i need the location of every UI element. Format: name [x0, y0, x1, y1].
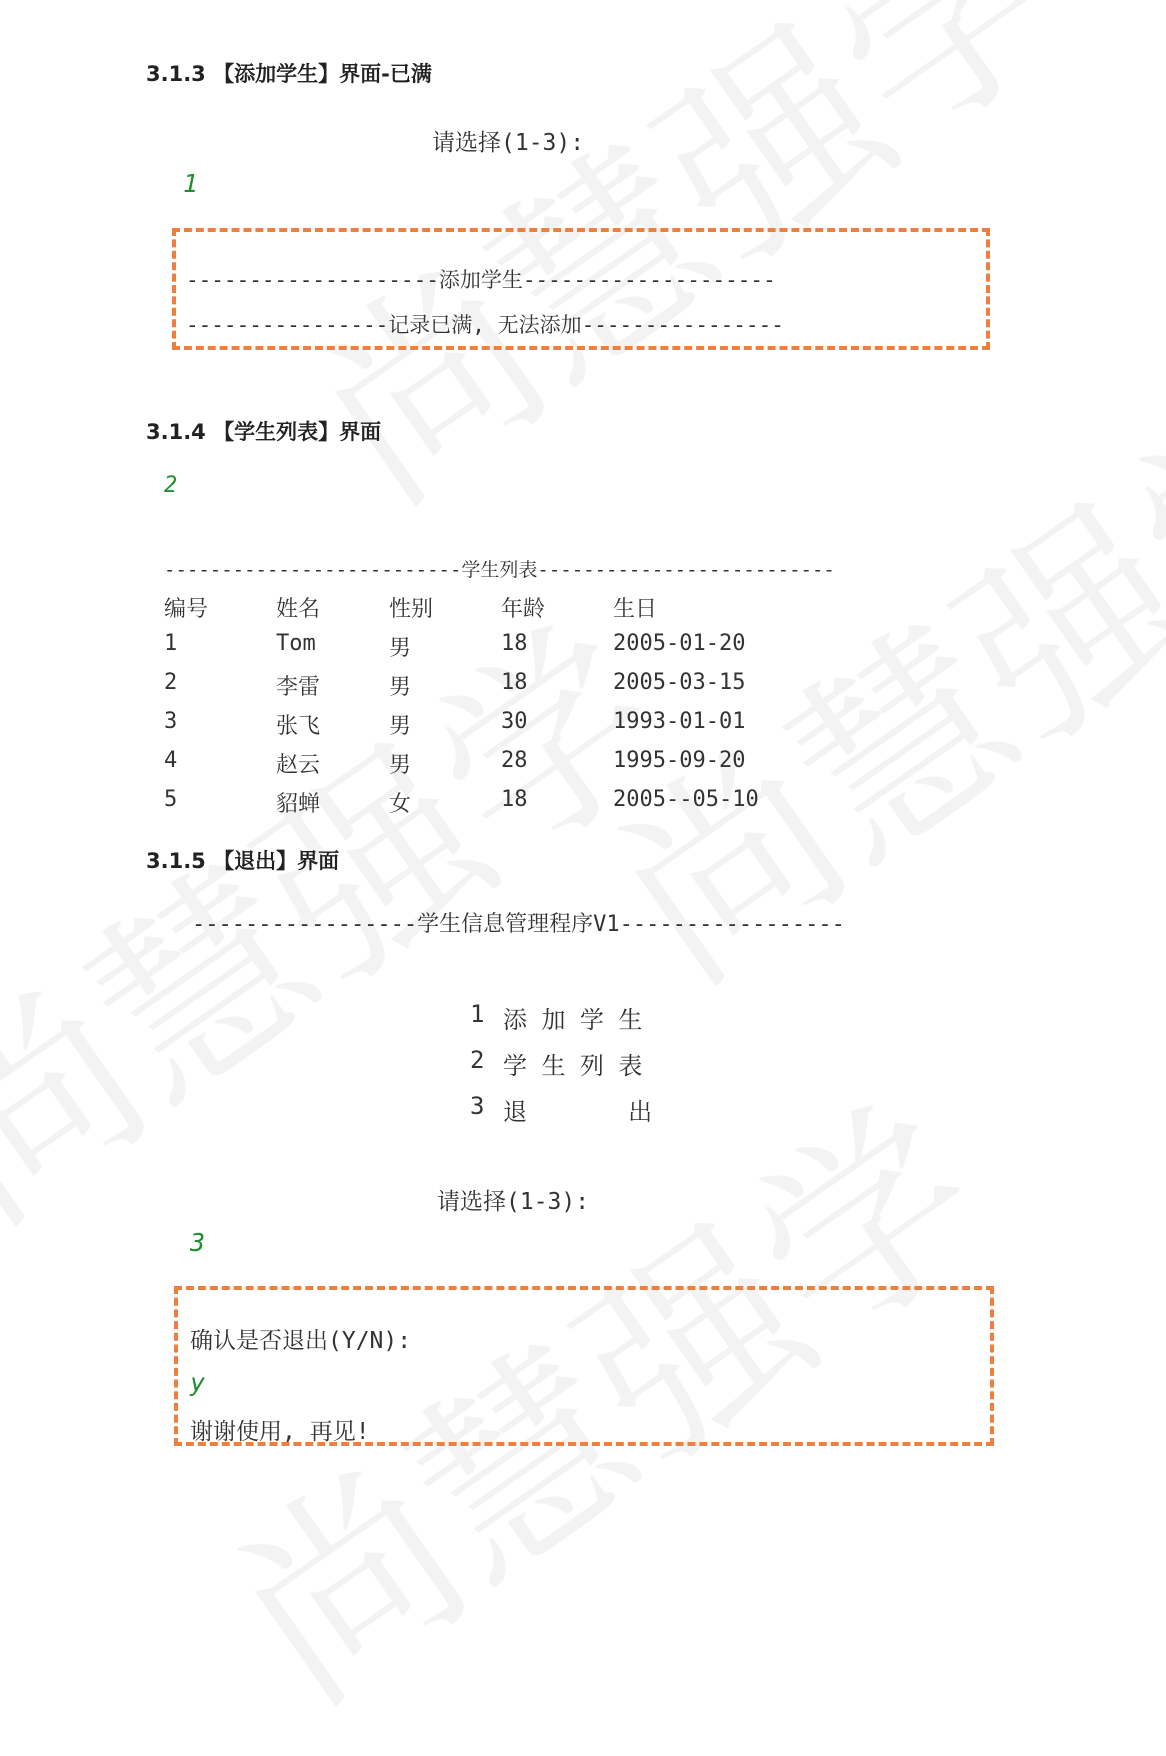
select-prompt: 请选择(1-3):	[432, 130, 585, 156]
table-cell: 18	[501, 670, 528, 695]
table-cell: 2	[164, 670, 178, 695]
section-heading-3-1-4: 3.1.4 【学生列表】界面	[146, 420, 382, 444]
section-heading-3-1-3: 3.1.3 【添加学生】界面-已满	[146, 62, 432, 86]
student-list-title-line: --------------------------学生列表--------------------------	[164, 559, 835, 581]
table-cell: 男	[389, 753, 412, 778]
col-header-gender: 性别	[389, 597, 434, 622]
menu-item-number: 3	[470, 1092, 485, 1120]
add-student-title-line: --------------------添加学生--------------------	[186, 268, 776, 292]
table-cell: 2005-01-20	[613, 631, 746, 656]
main-menu-title-line: -----------------学生信息管理程序V1-----------------	[192, 912, 845, 937]
table-cell: 2005--05-10	[613, 787, 759, 812]
user-input-1: 1	[183, 169, 199, 198]
select-prompt: 请选择(1-3):	[437, 1189, 590, 1215]
menu-item-label: 添 加 学 生	[503, 1006, 643, 1034]
exit-confirm-prompt: 确认是否退出(Y/N):	[190, 1328, 412, 1354]
table-cell: 李雷	[276, 675, 321, 700]
table-cell: 28	[501, 748, 528, 773]
table-cell: 4	[164, 748, 178, 773]
table-cell: 男	[389, 675, 412, 700]
table-cell: Tom	[276, 631, 316, 656]
table-cell: 3	[164, 709, 178, 734]
table-cell: 男	[389, 636, 412, 661]
table-cell: 1	[164, 631, 178, 656]
table-cell: 赵云	[276, 753, 321, 778]
record-full-line: ----------------记录已满, 无法添加----------------	[186, 313, 784, 337]
col-header-age: 年龄	[501, 597, 546, 622]
col-header-birthday: 生日	[613, 597, 658, 622]
table-cell: 貂蝉	[276, 792, 321, 817]
menu-item-label: 学 生 列 表	[503, 1052, 643, 1080]
table-cell: 女	[389, 792, 412, 817]
table-cell: 5	[164, 787, 178, 812]
user-input-confirm: y	[190, 1368, 206, 1397]
table-cell: 1993-01-01	[613, 709, 746, 734]
goodbye-message: 谢谢使用, 再见!	[190, 1419, 370, 1445]
table-cell: 30	[501, 709, 528, 734]
table-cell: 1995-09-20	[613, 748, 746, 773]
menu-item-label: 退 出	[503, 1098, 653, 1126]
col-header-id: 编号	[164, 597, 209, 622]
table-cell: 18	[501, 631, 528, 656]
user-input-2: 2	[164, 473, 178, 498]
table-cell: 2005-03-15	[613, 670, 746, 695]
col-header-name: 姓名	[276, 597, 321, 622]
table-cell: 18	[501, 787, 528, 812]
section-heading-3-1-5: 3.1.5 【退出】界面	[146, 849, 340, 873]
menu-item-number: 1	[470, 1000, 485, 1028]
table-cell: 张飞	[276, 714, 321, 739]
table-cell: 男	[389, 714, 412, 739]
user-input-3: 3	[190, 1228, 206, 1257]
menu-item-number: 2	[470, 1046, 485, 1074]
